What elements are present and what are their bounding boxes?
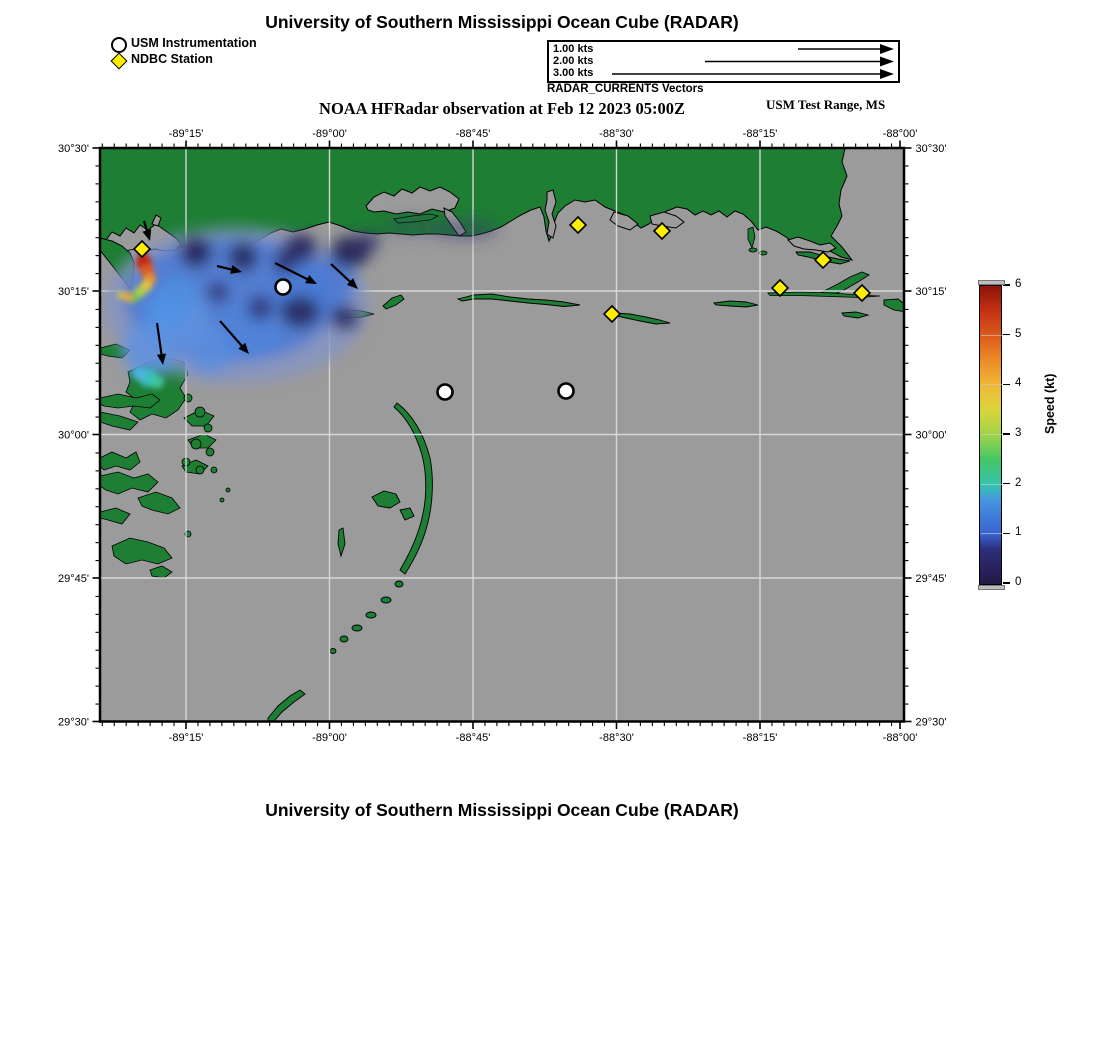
svg-text:-88°15': -88°15' — [742, 732, 778, 744]
speed-field-blob — [273, 250, 297, 274]
map-subtitle: NOAA HFRadar observation at Feb 12 2023 05:00Z — [319, 99, 685, 118]
colorbar-tick-label: 1 — [1015, 526, 1022, 539]
speed-field-blob — [132, 366, 146, 380]
colorbar-gridline — [981, 434, 1002, 435]
colorbar-tick-label: 5 — [1015, 327, 1022, 340]
figure-canvas: University of Southern Mississippi Ocean Cube (RADAR) USM Instrumentation NDBC Station 1.00 kts 2.00 kts 3.00 kts RADAR_CURRENTS Vectors NOAA HFRadar observation at Feb 12 2023 05:00Z USM Test Range, MS -89°15' -89°15' -89°00' -89°00' -88°45' -88°45' -88°30' -88°30' -88°15' -88°15' -88°00' -88°00' 30°30' 30°30' 30°15' 30°15' 30°00' 30°00' 29°45' 29°45' 29°30' 29°30' 0 1 2 3 4 5 6 Speed (kt) University of Southern Mississippi Ocean Cube (RADAR) — [0, 0, 1100, 1050]
svg-text:29°30': 29°30' — [915, 716, 947, 729]
vector-scale-label-3: 3.00 kts — [553, 67, 594, 79]
speed-field-blob — [247, 295, 273, 321]
region-label: USM Test Range, MS — [766, 97, 886, 112]
colorbar-endcap — [978, 585, 1005, 590]
svg-text:-89°00': -89°00' — [312, 128, 347, 140]
svg-text:-88°00': -88°00' — [882, 732, 918, 744]
speed-field-blob — [280, 296, 320, 328]
vector-scale-caption: RADAR_CURRENTS Vectors — [547, 83, 704, 95]
colorbar-tick — [1003, 533, 1010, 535]
svg-text:29°30': 29°30' — [58, 716, 89, 729]
colorbar-tick-label: 4 — [1015, 377, 1022, 390]
colorbar-tick-label: 2 — [1015, 476, 1022, 489]
colorbar-tick-label: 6 — [1015, 278, 1022, 290]
colorbar-endcap — [978, 280, 1005, 285]
page-title: University of Southern Mississippi Ocean Cube (RADAR) — [265, 12, 739, 32]
vector-scale-label-1: 1.00 kts — [553, 43, 594, 55]
speed-field-blob — [180, 236, 212, 268]
speed-field-blob — [150, 375, 164, 389]
speed-field-blob — [356, 232, 380, 252]
svg-text:30°00': 30°00' — [58, 429, 89, 442]
speed-field-blob — [382, 217, 442, 237]
colorbar-tick-label: 0 — [1015, 576, 1022, 588]
colorbar-tick-label: 3 — [1015, 427, 1022, 439]
svg-text:30°15': 30°15' — [915, 286, 947, 298]
colorbar-gridline — [981, 384, 1002, 385]
svg-text:-88°30': -88°30' — [599, 732, 634, 744]
speed-field-blob — [117, 291, 125, 299]
colorbar-gridline — [981, 335, 1002, 336]
svg-text:-89°15': -89°15' — [168, 128, 204, 140]
speed-field-blob — [431, 219, 499, 241]
svg-text:-88°15': -88°15' — [742, 128, 778, 140]
colorbar-tick — [1003, 334, 1010, 336]
svg-text:29°45': 29°45' — [58, 573, 89, 585]
usm-instrument-marker — [438, 385, 453, 400]
svg-text:30°30': 30°30' — [58, 143, 89, 155]
legend-label-ndbc: NDBC Station — [131, 52, 213, 66]
colorbar-gridline — [981, 484, 1002, 485]
colorbar-tick — [1003, 384, 1010, 386]
speed-field-blob — [330, 305, 360, 331]
svg-text:-88°45': -88°45' — [455, 732, 491, 744]
svg-text:30°30': 30°30' — [915, 143, 947, 155]
svg-text:-88°30': -88°30' — [599, 128, 634, 140]
usm-instrument-marker — [559, 384, 574, 399]
vector-scale-label-2: 2.00 kts — [553, 55, 594, 67]
colorbar-tick — [1003, 483, 1010, 485]
svg-text:-89°00': -89°00' — [312, 732, 347, 744]
usm-instrument-marker — [276, 280, 291, 295]
svg-text:-88°45': -88°45' — [455, 128, 491, 140]
colorbar — [979, 285, 1002, 585]
speed-field-blob — [207, 281, 229, 303]
speed-field-blob — [158, 275, 198, 315]
svg-text:29°45': 29°45' — [915, 573, 947, 585]
svg-text:-88°00': -88°00' — [882, 128, 918, 140]
legend-label-usm: USM Instrumentation — [131, 36, 257, 50]
svg-text:30°15': 30°15' — [58, 286, 89, 298]
svg-text:-89°15': -89°15' — [168, 732, 204, 744]
colorbar-gridline — [981, 533, 1002, 534]
footer-title: University of Southern Mississippi Ocean Cube (RADAR) — [265, 800, 739, 820]
svg-text:30°00': 30°00' — [915, 429, 947, 442]
colorbar-tick — [1003, 433, 1010, 435]
